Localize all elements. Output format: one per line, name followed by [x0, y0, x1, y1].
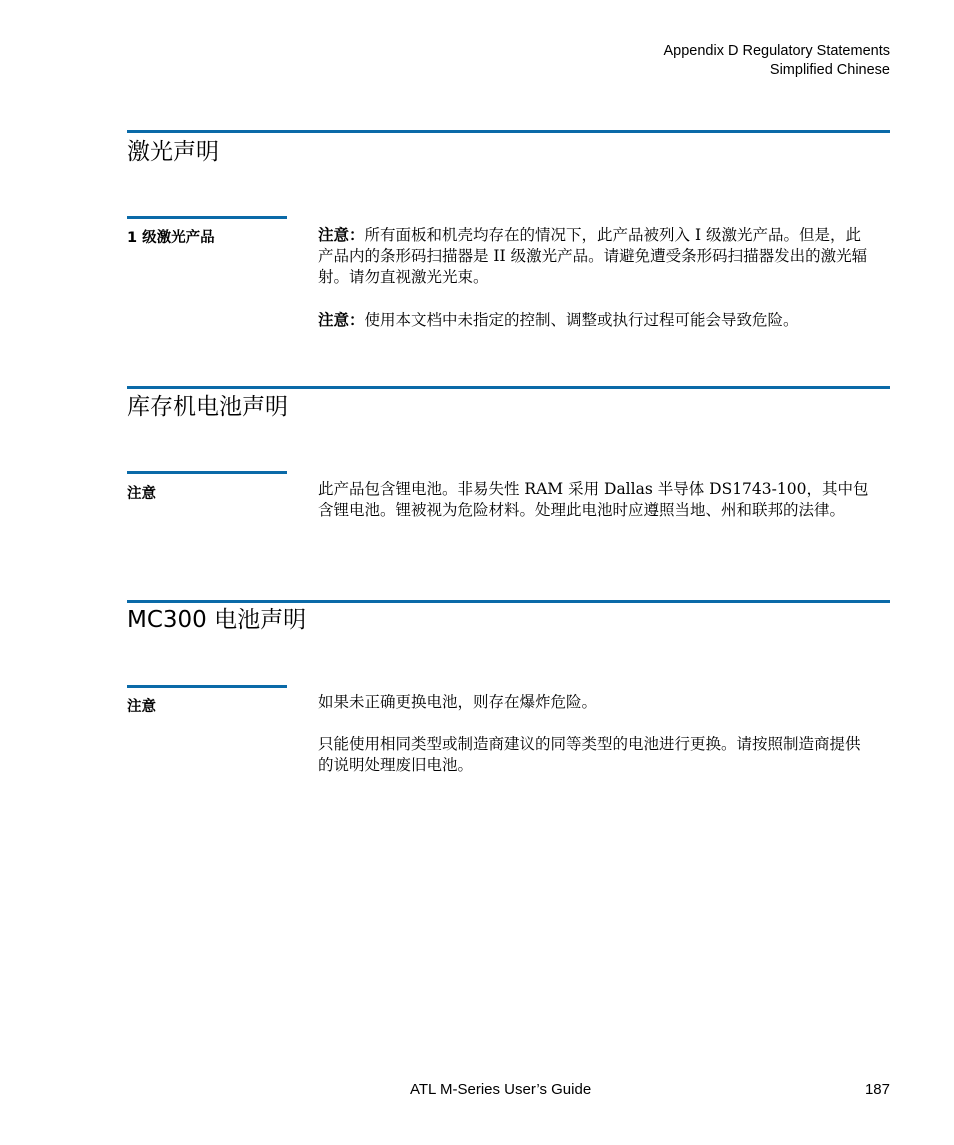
section-divider [127, 386, 890, 389]
section-divider [127, 130, 890, 133]
laser-warning-1-text: 所有面板和机壳均存在的情况下，此产品被列入 I 级激光产品。但是，此产品内的条形码扫描器是 II 级激光产品。请避免遭受条形码扫描器发出的激光辐射。请勿直视激光光束。 [318, 226, 868, 286]
library-battery-body [318, 479, 874, 521]
footer-page-number: 187 [864, 1081, 890, 1098]
footer-guide-title: ATL M-Series User’s Guide [410, 1081, 592, 1098]
side-divider [127, 216, 287, 219]
section-title-laser: 激光声明 [127, 139, 219, 165]
mc300-warning-1: 如果未正确更换电池，则存在爆炸危险。 [318, 693, 598, 711]
warning-prefix: 注意： [318, 225, 365, 244]
mc300-battery-body [318, 692, 874, 776]
mc300-warning-2: 只能使用相同类型或制造商建议的同等类型的电池进行更换。请按照制造商提供的说明处理废旧电池。 [318, 735, 861, 774]
section-title-library-battery: 库存机电池声明 [127, 394, 288, 420]
side-divider [127, 471, 287, 474]
section-divider [127, 600, 890, 603]
header-appendix: Appendix D Regulatory Statements [663, 43, 890, 59]
laser-warning-1 [318, 224, 874, 288]
library-battery-text: 此产品包含锂电池。非易失性 RAM 采用 Dallas 半导体 DS1743-100，其中包含锂电池。锂被视为危险材料。处理此电池时应遵照当地、州和联邦的法律。 [318, 480, 869, 519]
side-label-caution: 注意 [127, 699, 156, 715]
side-label-laser-class: 1 级激光产品 [127, 230, 215, 246]
laser-body [318, 224, 874, 331]
warning-prefix: 注意： [318, 310, 365, 329]
header-subtitle: Simplified Chinese [769, 62, 890, 78]
laser-warning-2-text: 使用本文档中未指定的控制、调整或执行过程可能会导致危险。 [364, 311, 799, 329]
running-header [664, 42, 891, 80]
side-label-caution: 注意 [127, 486, 156, 502]
side-divider [127, 685, 287, 688]
laser-warning-2 [318, 309, 874, 331]
section-title-mc300-battery: MC300 电池声明 [127, 607, 307, 633]
